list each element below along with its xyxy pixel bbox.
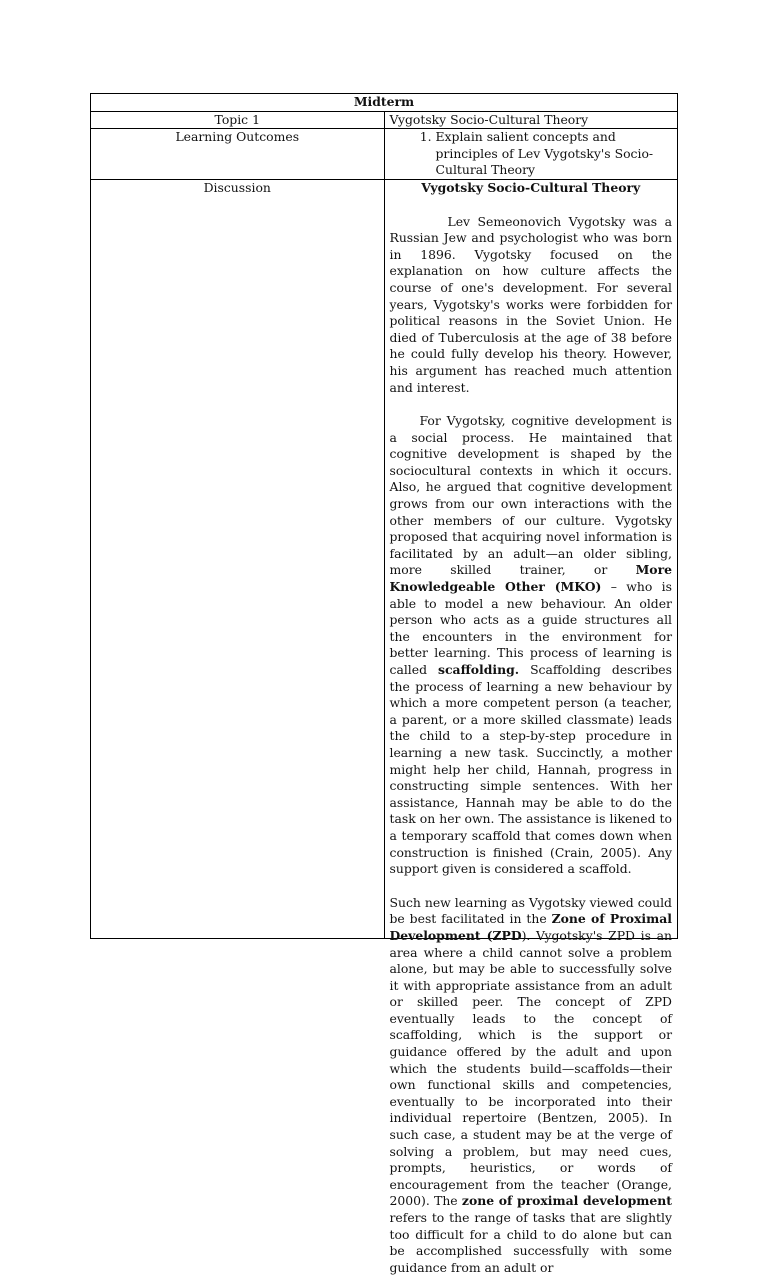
topic-row bbox=[91, 111, 678, 129]
topic-value: Vygotsky Socio-Cultural Theory bbox=[384, 111, 678, 129]
term-zpd: Zone of Proximal Development (ZPD bbox=[389, 911, 672, 943]
outcome-list bbox=[390, 129, 673, 179]
discussion-cell bbox=[384, 179, 678, 1275]
topic-label: Topic 1 bbox=[91, 111, 385, 129]
table-header: Midterm bbox=[91, 94, 678, 112]
term-mko: More Knowledgeable Other (MKO) bbox=[389, 562, 672, 595]
midterm-table bbox=[90, 93, 678, 1275]
paragraph-3 bbox=[390, 895, 673, 1276]
paragraph-1: Lev Semeonovich Vygotsky was a Russian Jew and psychologist who was born in 1896. Vygotsky focused on the explanation on how culture affects the course of one's development. For several years, Vygotsky's works were forbidden for political reasons in the Soviet Union. He died of Tuberculosis at the age of 38 before he could fully develop his theory. However, his argument has reached much attention and interest. bbox=[389, 213, 672, 395]
outcomes-label: Learning Outcomes bbox=[91, 129, 385, 180]
p2-text-a: For Vygotsky, cognitive development is a social process. He maintained that cognitive development is shaped by the sociocultural contexts in which it occurs. Also, he argued that cognitive development grows from our own interactions with the other members of our culture. Vygotsky proposed that acquiring novel information is facilitated by an adult—an older sibling, more skilled trainer, or bbox=[389, 413, 672, 578]
discussion-title: Vygotsky Socio-Cultural Theory bbox=[421, 179, 641, 195]
term-zone-proximal: zone of proximal development bbox=[461, 1193, 672, 1209]
outcome-item: 1. Explain salient concepts and principles of Lev Vygotsky's Socio-Cultural Theory bbox=[436, 129, 673, 179]
header-row bbox=[91, 94, 678, 112]
term-scaffolding: scaffolding. bbox=[438, 662, 520, 677]
outcomes-row bbox=[91, 129, 678, 180]
paragraph-2 bbox=[390, 413, 673, 878]
p2-text-d: Scaffolding describes the process of learning a new behaviour by which a more competent person (a teacher, a parent, or a more skilled classmate) leads the child to a step-by-step procedure in learning a new task. Succinctly, a mother might help her child, Hannah, progress in constructing simple sentences. With her assistance, Hannah may be able to do the task on her own. The assistance is likened to a temporary scaffold that comes down when construction is finished (Crain, 2005). Any support given is considered a scaffold. bbox=[389, 662, 672, 877]
p2-text-c: – who is able to model a new behaviour. An older person who acts as a guide structures all the encounters in the environment for better learning. This process of learning is called bbox=[389, 579, 672, 677]
p3-text-d: refers to the range of tasks that are slightly too difficult for a child to do alone but can be accomplished successfully with some guidance from an adult or bbox=[389, 1210, 672, 1275]
outcomes-cell bbox=[384, 129, 678, 180]
discussion-label: Discussion bbox=[91, 179, 385, 938]
discussion-content bbox=[389, 179, 673, 1275]
p3-text-a: Such new learning as Vygotsky viewed could be best facilitated in the bbox=[389, 894, 672, 927]
discussion-row bbox=[91, 179, 678, 938]
p3-text-c: ). Vygotsky's ZPD is an area where a child cannot solve a problem alone, but may be able to successfully solve it with appropriate assistance from an adult or skilled peer. The concept of ZPD eventually leads to the concept of scaffolding, which is the support or guidance offered by the adult and upon which the students build—scaffolds—their own functional skills and competencies, eventually to be incorporated into their individual repertoire (Bentzen, 2005). In such case, a student may be at the verge of solving a problem, but may need cues, prompts, heuristics, or words of encouragement from the teacher (Orange, 2000). The bbox=[389, 927, 672, 1209]
